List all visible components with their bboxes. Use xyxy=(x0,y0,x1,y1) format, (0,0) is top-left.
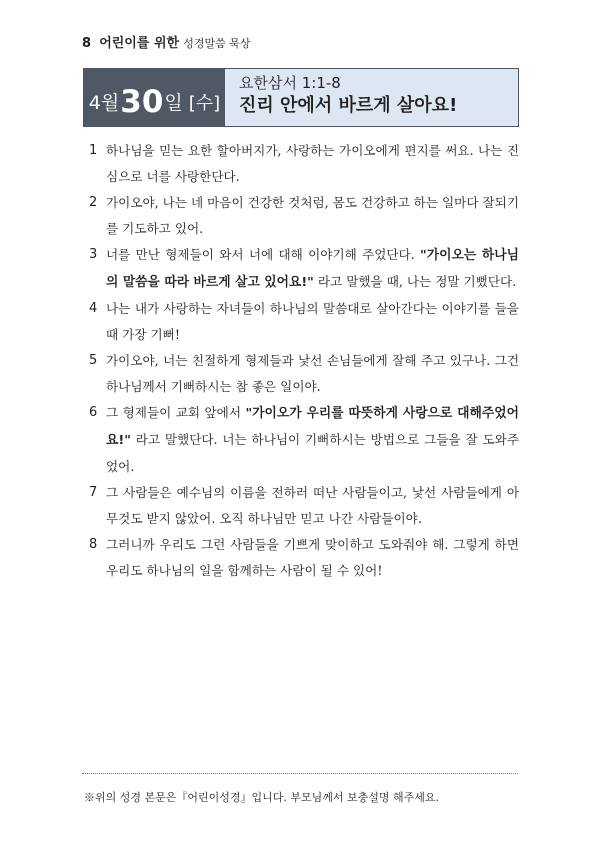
date-box xyxy=(84,69,225,126)
verse-item xyxy=(89,348,519,400)
verse-text-pre: 그 형제들이 교회 앞에서 xyxy=(106,405,246,420)
verse-number: 8 xyxy=(89,537,98,552)
book-title: 어린이를 위한 xyxy=(99,36,180,51)
verse-number: 5 xyxy=(89,353,98,368)
day-number: 30 xyxy=(120,83,164,120)
verse-item xyxy=(89,400,519,480)
verse-list xyxy=(89,138,519,584)
page-header xyxy=(82,32,250,51)
verse-item xyxy=(89,480,519,532)
footer-divider xyxy=(82,773,518,774)
verse-number: 7 xyxy=(89,485,98,500)
verse-number: 3 xyxy=(89,247,98,262)
devotion-heading: 진리 안에서 바르게 살아요! xyxy=(239,95,458,116)
verse-text-post: 라고 말했단다. 너는 하나님이 기뻐하시는 방법으로 그들을 잘 도와주었어. xyxy=(106,432,519,474)
footer-note: ※위의 성경 본문은『어린이성경』입니다. 부모님께서 보충설명 해주세요. xyxy=(84,791,440,804)
verse-number: 2 xyxy=(89,195,98,210)
book-subtitle: 성경말씀 묵상 xyxy=(183,37,251,50)
verse-text-post: 라고 말했을 때, 나는 정말 기뻤단다. xyxy=(313,274,517,289)
verse-number: 1 xyxy=(89,143,98,158)
date-banner xyxy=(83,68,519,127)
verse-text: 가이오야, 너는 친절하게 형제들과 낯선 손님들에게 잘해 주고 있구나. 그건 하나님께서 기뻐하시는 참 좋은 일이야. xyxy=(106,353,519,394)
verse-text: 그러니까 우리도 그런 사람들을 기쁘게 맞이하고 도와줘야 해. 그렇게 하면 우리도 하나님의 일을 함께하는 사람이 될 수 있어! xyxy=(106,537,519,578)
verse-text: 나는 내가 사랑하는 자녀들이 하나님의 말씀대로 살아간다는 이야기를 들을 때 가장 기뻐! xyxy=(106,301,519,342)
verse-text xyxy=(106,242,519,296)
scripture-reference: 요한삼서 1:1-8 xyxy=(239,74,341,92)
verse-item xyxy=(89,138,519,190)
verse-number: 4 xyxy=(89,301,98,316)
verse-item xyxy=(89,532,519,584)
day-suffix: 일 xyxy=(164,92,183,114)
verse-quote: "가이오가 우리를 따뜻하게 사랑으로 대해주었어요!" xyxy=(106,406,519,448)
verse-item xyxy=(89,296,519,348)
verse-item xyxy=(89,190,519,242)
verse-item xyxy=(89,242,519,296)
verse-text: 하나님을 믿는 요한 할아버지가, 사랑하는 가이오에게 편지를 써요. 나는 진심으로 너를 사랑한단다. xyxy=(106,143,519,184)
verse-number: 6 xyxy=(89,405,98,420)
verse-text: 그 사람들은 예수님의 이름을 전하러 떠난 사람들이고, 낯선 사람들에게 아무것도 받지 않았어. 오직 하나님만 믿고 나간 사람들이야. xyxy=(106,485,519,526)
month-label: 4월 xyxy=(88,92,120,114)
verse-text-pre: 너를 만난 형제들이 와서 너에 대해 이야기해 주었단다. xyxy=(106,247,421,262)
weekday-label: [수] xyxy=(188,92,221,114)
verse-quote: "가이오는 하나님의 말씀을 따라 바르게 살고 있어요!" xyxy=(106,248,519,290)
verse-text xyxy=(106,400,519,480)
scripture-info xyxy=(225,69,518,126)
page-number: 8 xyxy=(82,36,92,51)
verse-text: 가이오야, 나는 네 마음이 건강한 것처럼, 몸도 건강하고 하는 일마다 잘되기를 기도하고 있어. xyxy=(106,195,520,236)
